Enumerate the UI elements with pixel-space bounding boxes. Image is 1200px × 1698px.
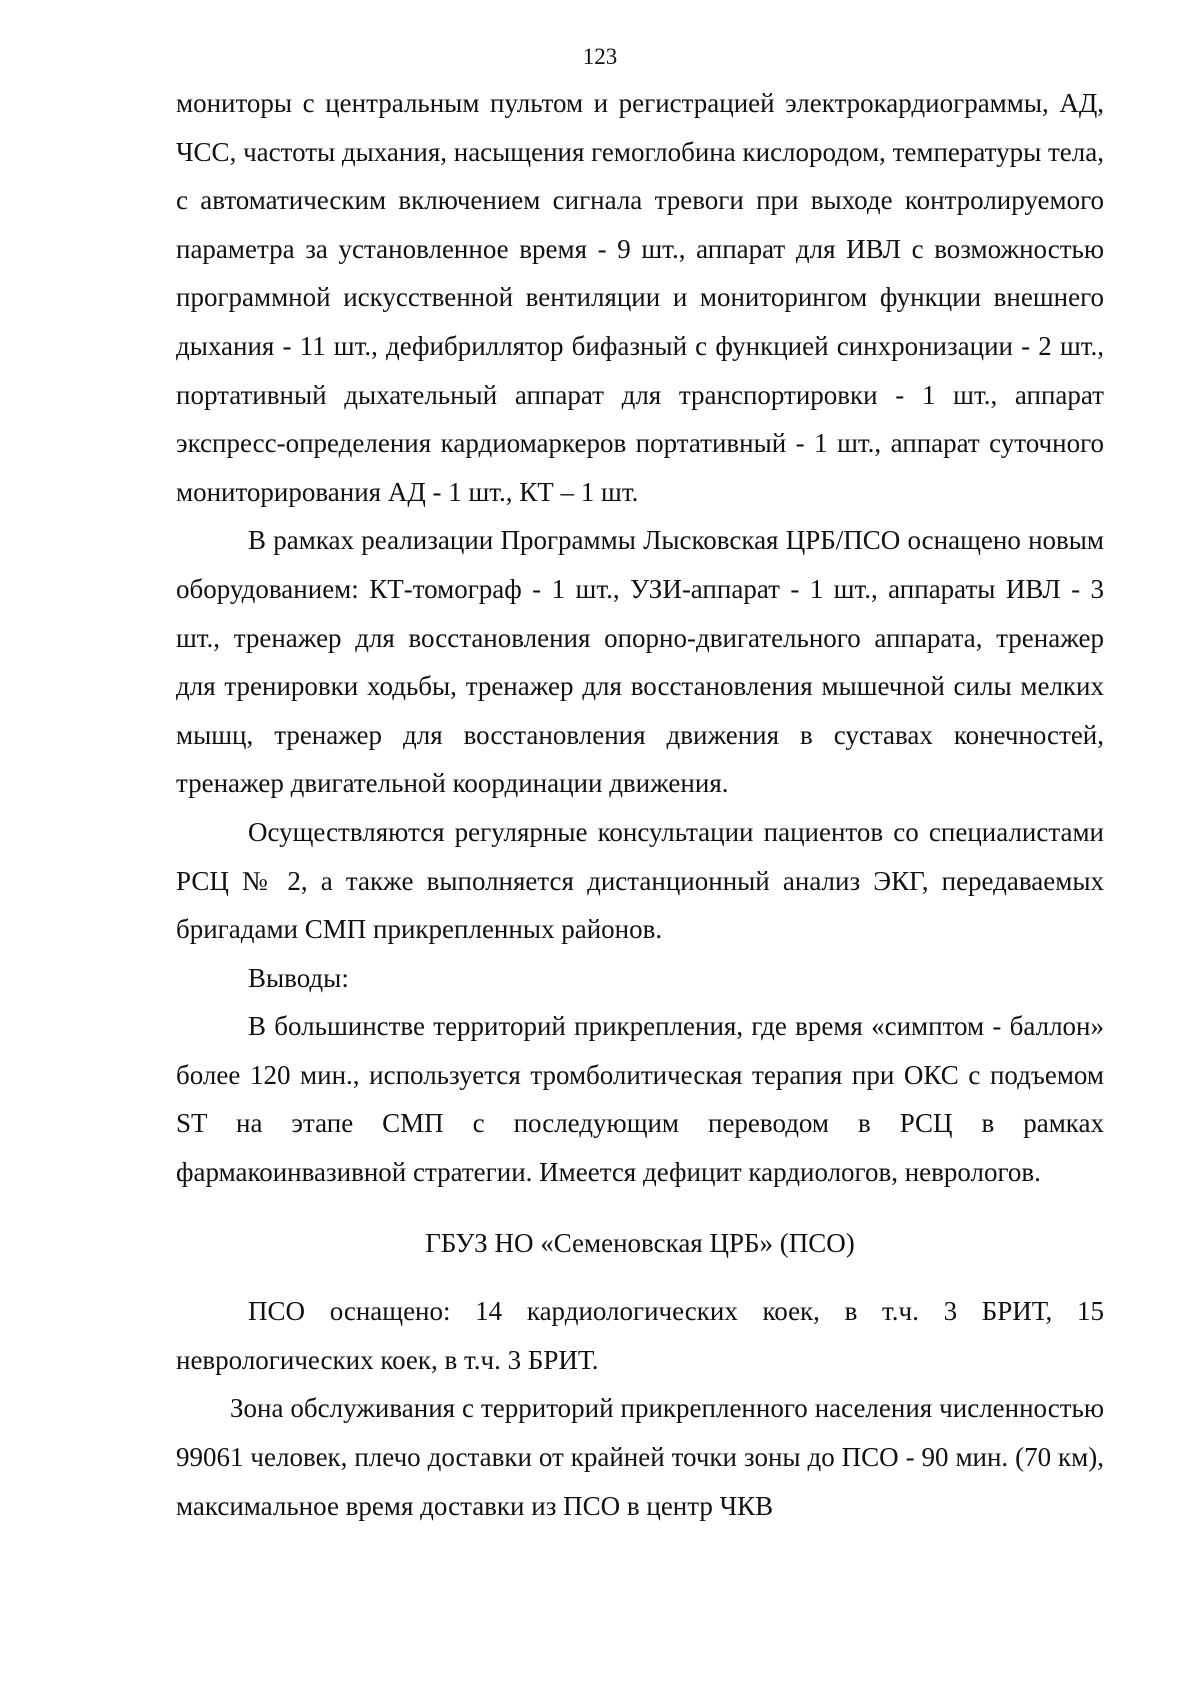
equipment-list-paragraph: мониторы с центральным пультом и регистрацией электрокардиограммы, АД, ЧСС, частоты дыхания, насыщения гемоглобина кислородом, температуры тела, с автоматическим включением сигнала тревоги при выходе контролируемого параметра за установленное время - 9 шт., аппарат для ИВЛ с возможностью программной искусственной вентиляции и мониторингом функции внешнего дыхания - 11 шт., дефибриллятор бифазный с функцией синхронизации - 2 шт., портативный дыхательный аппарат для транспортировки - 1 шт., аппарат экспресс-определения кардиомаркеров портативный - 1 шт., аппарат суточного мониторирования АД - 1 шт., КТ – 1 шт. — [176, 88, 1104, 507]
section-heading: ГБУЗ НО «Семеновская ЦРБ» (ПСО) — [425, 1227, 855, 1258]
beds-paragraph: ПСО оснащено: 14 кардиологических коек, в т.ч. 3 БРИТ, 15 неврологических коек, в т.ч. 3 БРИТ. — [176, 1296, 1104, 1375]
program-equipment-paragraph: В рамках реализации Программы Лысковская ЦРБ/ПСО оснащено новым оборудованием: КТ-томограф - 1 шт., УЗИ-аппарат - 1 шт., аппараты ИВЛ - 3 шт., тренажер для восстановления опорно-двигательного аппарата, тренажер для тренировки ходьбы, тренажер для восстановления мышечной силы мелких мышц, тренажер для восстановления движения в суставах конечностей, тренажер двигательной координации движения. — [176, 525, 1104, 799]
service-zone-paragraph: Зона обслуживания с территорий прикрепленного населения численностью 99061 человек, плечо доставки от крайней точки зоны до ПСО - 90 мин. (70 км), максимальное время доставки из ПСО в центр ЧКВ — [176, 1393, 1104, 1521]
page-number: 123 — [582, 44, 618, 69]
conclusions-paragraph: В большинстве территорий прикрепления, где время «симптом - баллон» более 120 мин., используется тромболитическая терапия при ОКС с подъемом ST на этапе СМП с последующим переводом в РСЦ в рамках фармакоинвазивной стратегии. Имеется дефицит кардиологов, неврологов. — [176, 1011, 1104, 1188]
document-body — [176, 79, 1104, 1530]
conclusions-label: Выводы: — [248, 962, 349, 993]
consultations-paragraph: Осуществляются регулярные консультации пациентов со специалистами РСЦ № 2, а также выполняется дистанционный анализ ЭКГ, передаваемых бригадами СМП прикрепленных районов. — [176, 816, 1104, 945]
